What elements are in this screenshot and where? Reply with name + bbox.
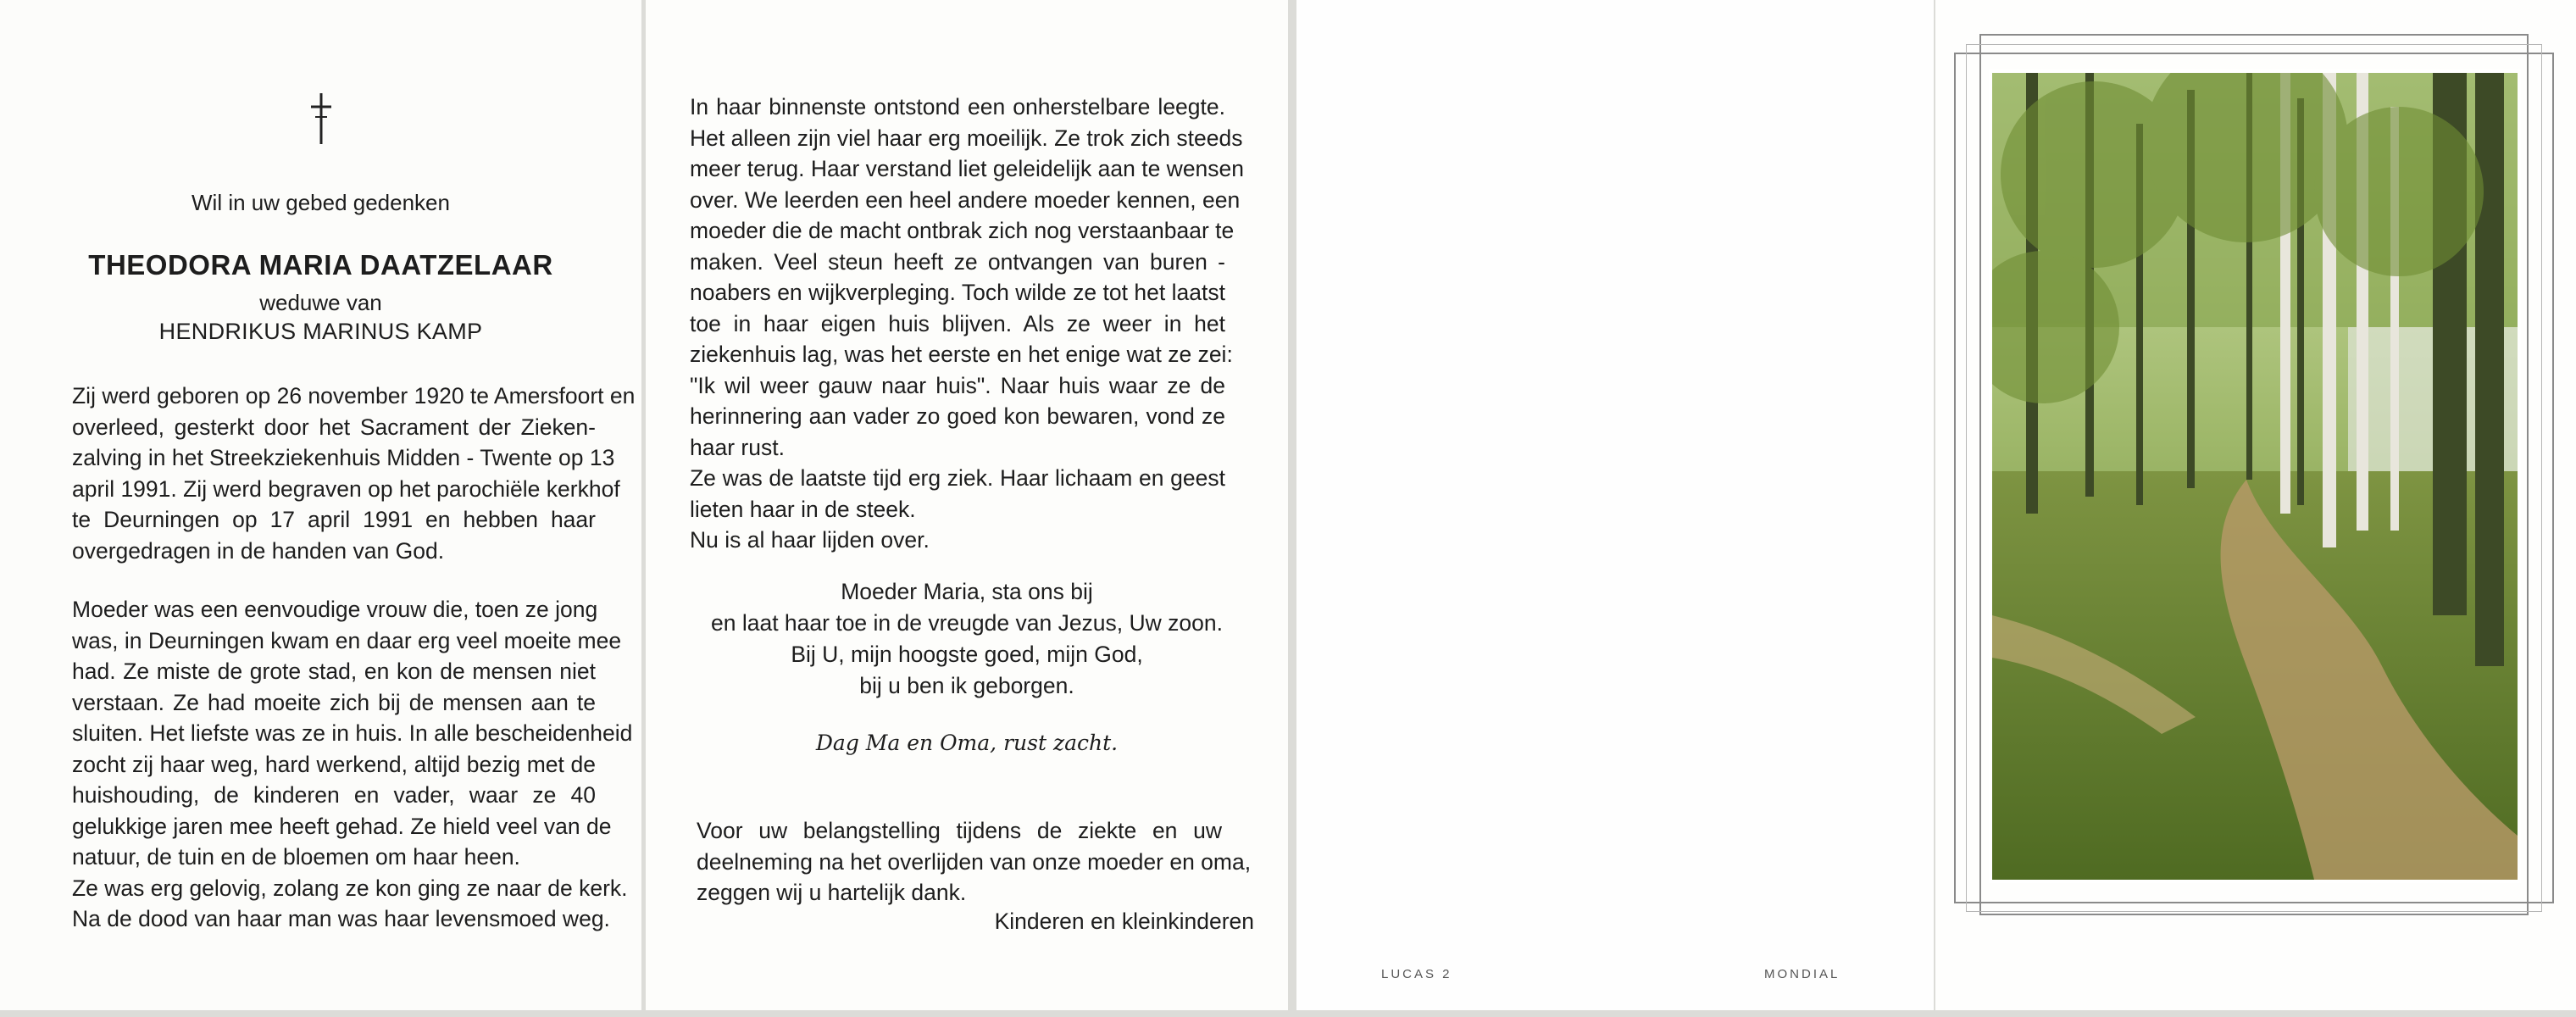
husband-name: HENDRIKUS MARINUS KAMP [158,319,483,344]
text-line: Na de dood van haar man was haar levensmoed weg. [72,906,610,931]
text-line: "Ik wil weer gauw naar huis". Naar huis waar ze de [690,372,1225,398]
text-line: april 1991. Zij werd begraven op het parochiële kerkhof [72,475,620,502]
text-line: zeggen wij u hartelijk dank. [697,880,967,905]
text-line: moeder die de macht ontbrak zich nog verstaanbaar te [690,218,1235,243]
text-line: herinnering aan vader zo goed kon bewaren, vond ze [690,403,1225,429]
text-line: had. Ze miste de grote stad, en kon de mensen niet [72,659,596,684]
intro-text: Wil in uw gebed gedenken [192,190,450,215]
text-line: In haar binnenste ontstond een onherstelbare leegte. [690,94,1225,119]
prayer-line: bij u ben ik geborgen. [859,673,1074,698]
text-line: noabers en wijkverpleging. Toch wilde ze tot het laatst [690,280,1225,305]
text-line: Nu is al haar lijden over. [690,527,930,553]
text-line: natuur, de tuin en de bloemen om haar heen. [72,844,520,870]
text-line: Moeder was een eenvoudige vrouw die, toen ze jong [72,597,598,622]
text-line: verstaan. Ze had moeite zich bij de mensen aan te [72,689,596,715]
thanks-paragraph [697,815,1252,909]
cross-icon [0,92,641,150]
biography-paragraph-2 [72,594,633,935]
biography-paragraph-3 [690,92,1245,556]
text-line: Zij werd geboren op 26 november 1920 te Amersfoort en [72,383,636,408]
text-line: meer terug. Haar verstand liet geleidelijk aan te wensen [690,156,1245,181]
text-line: huishouding, de kinderen en vader, waar ze 40 [72,782,596,808]
text-line: te Deurningen op 17 april 1991 en hebben haar [72,507,596,532]
text-line: Ze was de laatste tijd erg ziek. Haar lichaam en geest [690,465,1225,491]
farewell-text: Dag Ma en Oma, rust zacht. [815,731,1119,755]
forest-path-photo [1989,69,2521,883]
text-line: zalving in het Streekziekenhuis Midden - Twente op 13 [72,445,615,470]
text-line: Het alleen zijn viel haar erg moeilijk. Ze trok zich steeds [690,125,1243,151]
text-line: maken. Veel steun heeft ze ontvangen van buren - [690,248,1225,275]
text-line: deelneming na het overlijden van onze moeder en oma, [697,848,1252,875]
text-line: overleed, gesterkt door het Sacrament der Zieken- [72,414,596,440]
prayer-line: Bij U, mijn hoogste goed, mijn God, [791,642,1143,667]
text-line: was, in Deurningen kwam en daar erg veel moeite mee [72,627,622,653]
text-line: gelukkige jaren mee heeft gehad. Ze hield veel van de [72,813,612,839]
signature: Kinderen en kleinkinderen [994,909,1254,934]
text-line: toe in haar eigen huis blijven. Als ze weer in het [690,310,1225,336]
text-line: sluiten. Het liefste was ze in huis. In alle bescheidenheid [72,720,633,746]
text-line: haar rust. [690,434,785,460]
forest-path-image [1992,73,2518,880]
text-line: lieten haar in de steek. [690,496,916,522]
card-panel-back-left [1296,0,1934,1010]
text-line: zocht zij haar weg, hard werkend, altijd bezig met de [72,751,596,777]
deceased-name: THEODORA MARIA DAATZELAAR [88,249,553,281]
card-panel-front-right [646,0,1288,1010]
prayer-line: en laat haar toe in de vreugde van Jezus, Uw zoon. [711,610,1223,636]
prayer-line: Moeder Maria, sta ons bij [841,579,1093,604]
biography-paragraph-1 [72,381,636,566]
text-line: Voor uw belangstelling tijdens de ziekte en uw [697,818,1222,843]
text-line: Ze was erg gelovig, zolang ze kon ging ze naar de kerk. [72,875,628,901]
text-line: overgedragen in de handen van God. [72,537,445,564]
print-code-left: LUCAS 2 [1381,967,1452,981]
widow-of-text: weduwe van [259,290,382,315]
print-code-right: MONDIAL [1764,967,1840,981]
text-line: over. We leerden een heel andere moeder kennen, een [690,186,1241,213]
text-line: ziekenhuis lag, was het eerste en het enige wat ze zei: [690,342,1233,367]
prayer-verse [646,576,1288,702]
card-panel-front-left [0,0,641,1010]
